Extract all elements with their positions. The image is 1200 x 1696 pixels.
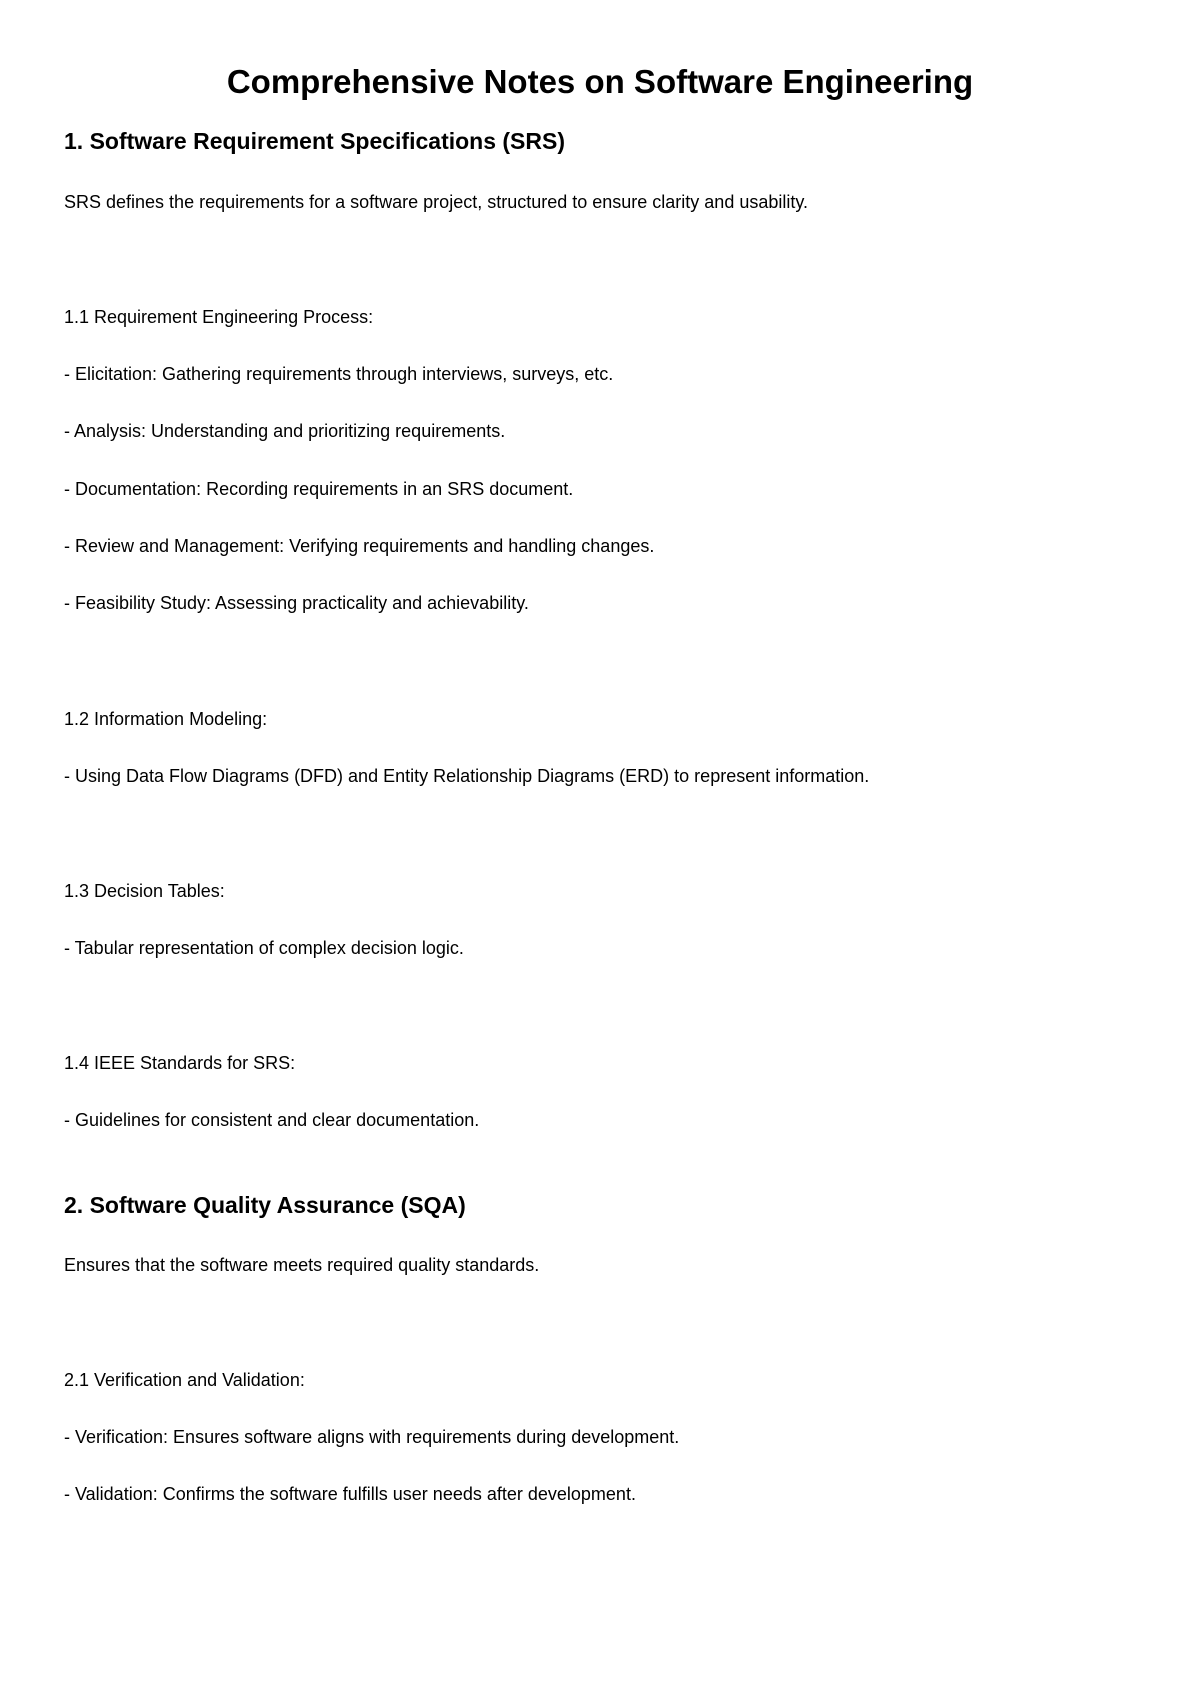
- list-item: - Elicitation: Gathering requirements through interviews, surveys, etc.: [64, 364, 614, 384]
- list-item: - Guidelines for consistent and clear documentation.: [64, 1110, 480, 1130]
- section-1-intro: SRS defines the requirements for a software project, structured to ensure clarity and usability.: [64, 192, 809, 212]
- list-item: - Analysis: Understanding and prioritizing requirements.: [64, 421, 506, 441]
- subsection-2-1-heading: 2.1 Verification and Validation:: [64, 1370, 305, 1390]
- document-title: Comprehensive Notes on Software Engineering: [226, 63, 974, 100]
- list-item: - Documentation: Recording requirements in an SRS document.: [64, 479, 574, 499]
- list-item: - Using Data Flow Diagrams (DFD) and Entity Relationship Diagrams (ERD) to represent information.: [64, 766, 870, 786]
- list-item: - Feasibility Study: Assessing practicality and achievability.: [64, 593, 529, 613]
- section-2-intro: Ensures that the software meets required quality standards.: [64, 1255, 540, 1275]
- section-1-heading: 1. Software Requirement Specifications (SRS): [64, 128, 566, 154]
- list-item: - Review and Management: Verifying requirements and handling changes.: [64, 536, 655, 556]
- subsection-1-3-heading: 1.3 Decision Tables:: [64, 881, 225, 901]
- list-item: - Verification: Ensures software aligns with requirements during development.: [64, 1427, 680, 1447]
- list-item: - Validation: Confirms the software fulfills user needs after development.: [64, 1484, 636, 1504]
- section-2-heading: 2. Software Quality Assurance (SQA): [64, 1192, 466, 1218]
- subsection-1-2-heading: 1.2 Information Modeling:: [64, 709, 268, 729]
- subsection-1-4-heading: 1.4 IEEE Standards for SRS:: [64, 1053, 296, 1073]
- list-item: - Tabular representation of complex decision logic.: [64, 938, 464, 958]
- subsection-1-1-heading: 1.1 Requirement Engineering Process:: [64, 307, 374, 327]
